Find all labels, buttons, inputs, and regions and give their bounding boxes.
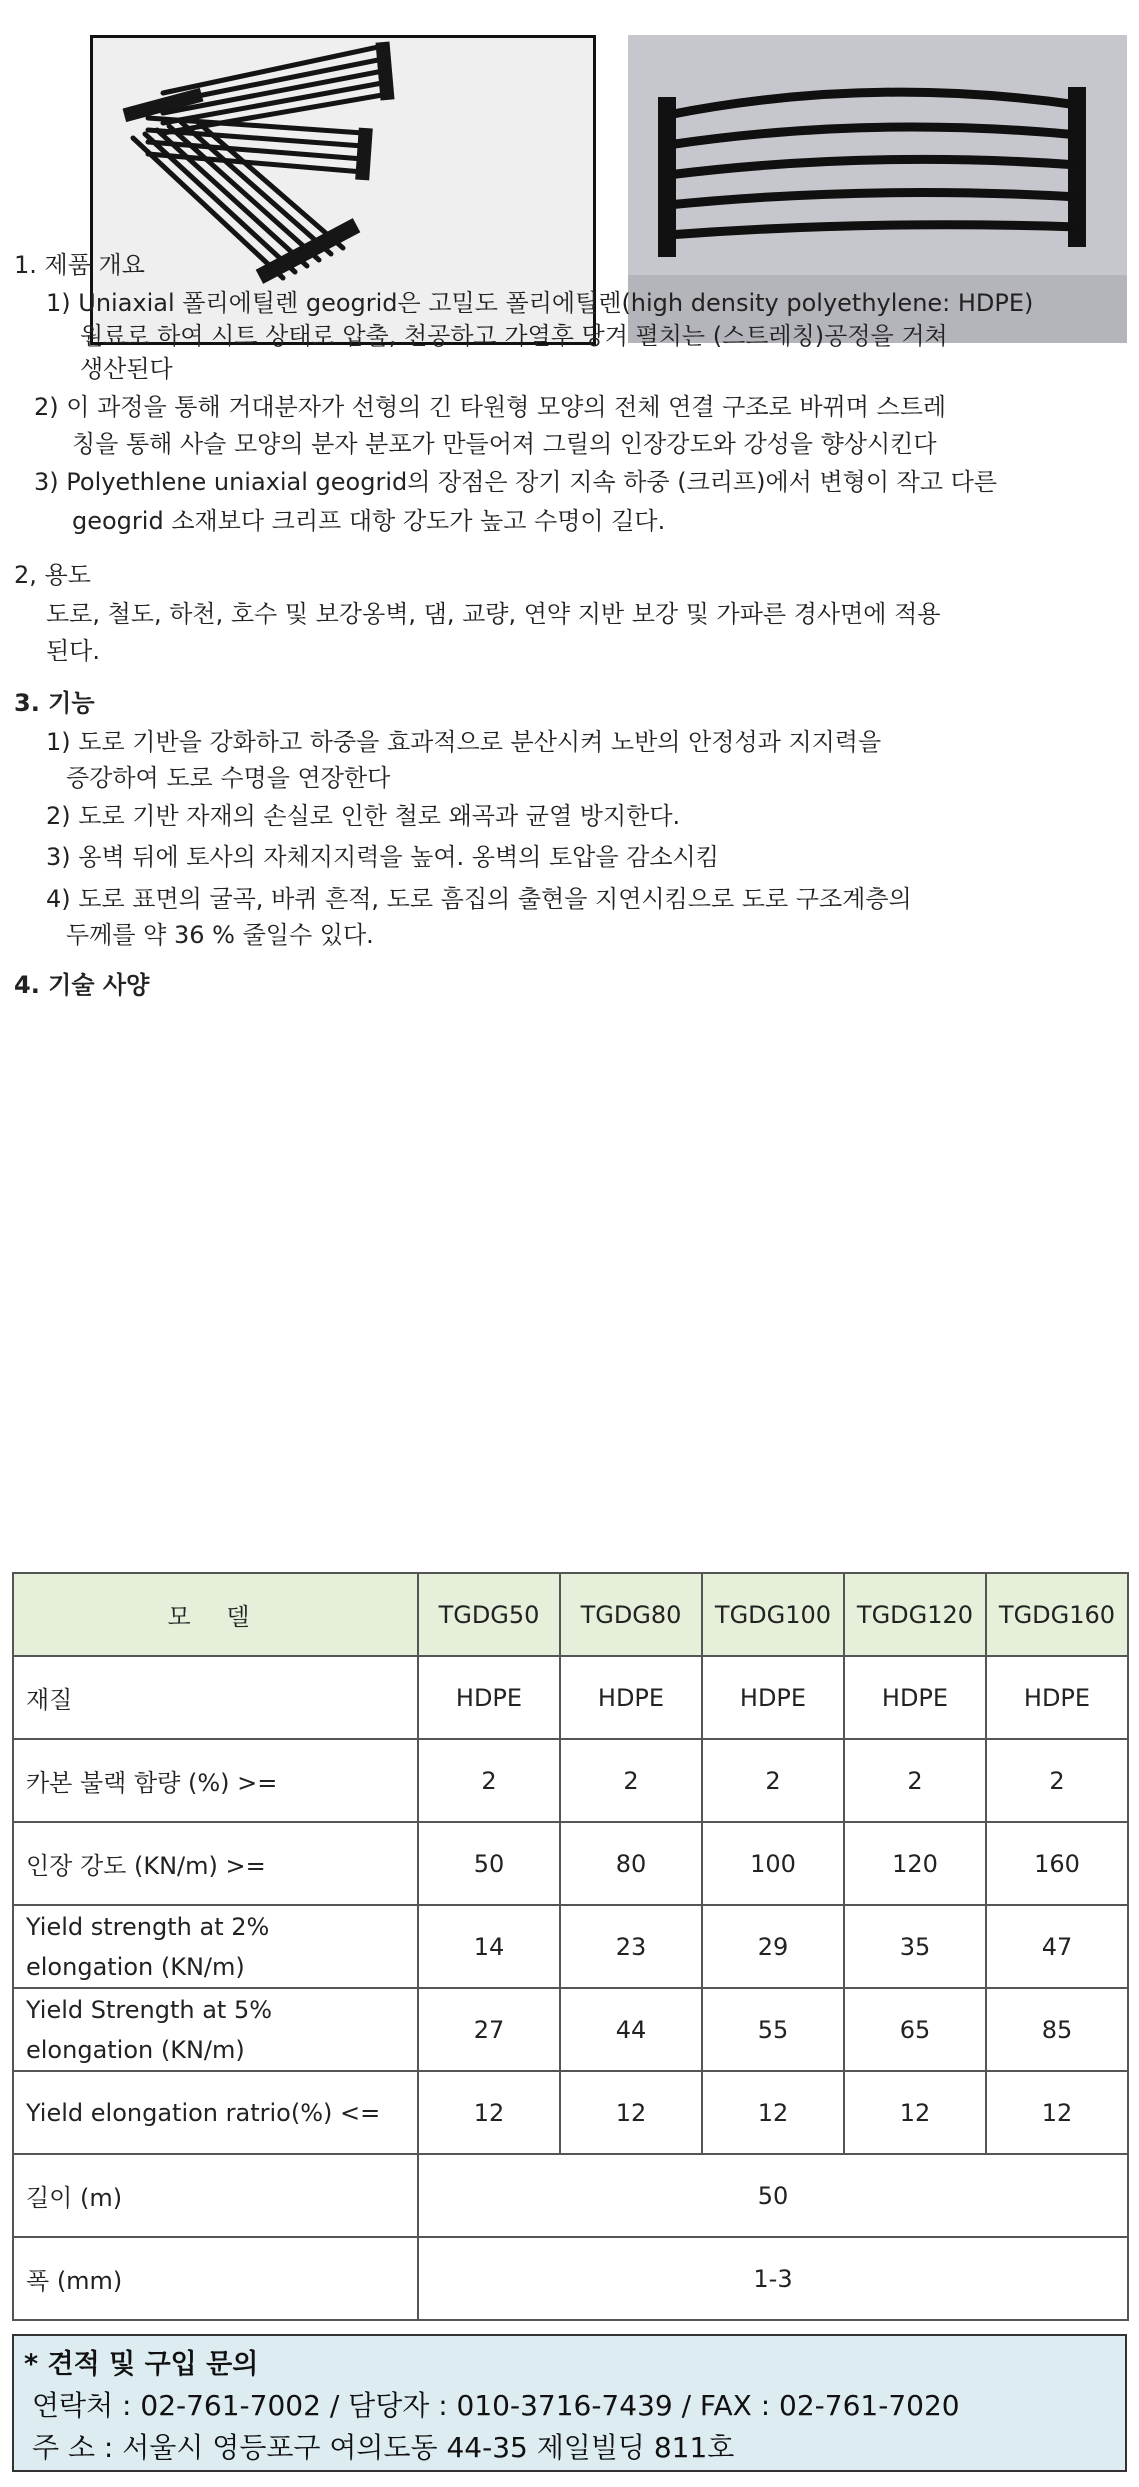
cell-value: 160 xyxy=(986,1822,1128,1905)
spec-row-length xyxy=(13,2154,1128,2237)
cell-value: 12 xyxy=(702,2071,844,2154)
spec-row-yield-elongation xyxy=(13,2071,1128,2154)
spec-row-tensile-strength xyxy=(13,1822,1128,1905)
section1-heading: 1. 제품 개요 xyxy=(14,251,145,279)
section1-item1-line3: 생산된다 xyxy=(80,355,173,383)
cell-value: HDPE xyxy=(986,1656,1128,1739)
row-label: 재질 xyxy=(13,1656,418,1739)
row-label: 인장 강도 (KN/m) >= xyxy=(13,1822,418,1905)
row-label xyxy=(13,1988,418,2071)
section1-item3-line1: 3) Polyethlene uniaxial geogrid의 장점은 장기 지속 하중 (크리프)에서 변형이 작고 다른 xyxy=(34,468,998,496)
row-label-line: Yield strength at 2% xyxy=(26,1912,270,1941)
model-name: TGDG120 xyxy=(844,1573,986,1656)
section1-item1-line1: 1) Uniaxial 폴리에틸렌 geogrid은 고밀도 폴리에틸렌(high density polyethylene: HDPE) xyxy=(46,289,1034,317)
cell-value: 44 xyxy=(560,1988,702,2071)
cell-value: 100 xyxy=(702,1822,844,1905)
spec-row-width xyxy=(13,2237,1128,2320)
row-label-line: elongation (KN/m) xyxy=(26,1952,245,1981)
section1-item3-line2: geogrid 소재보다 크리프 대항 강도가 높고 수명이 길다. xyxy=(72,507,666,535)
cell-value: 2 xyxy=(702,1739,844,1822)
cell-value: 27 xyxy=(418,1988,560,2071)
cell-value: 2 xyxy=(418,1739,560,1822)
row-label-line: elongation (KN/m) xyxy=(26,2035,245,2064)
cell-value: 55 xyxy=(702,1988,844,2071)
section2-heading: 2, 용도 xyxy=(14,561,91,589)
section1-item2-line2: 칭을 통해 사슬 모양의 분자 분포가 만들어져 그릴의 인장강도와 강성을 향상시킨다 xyxy=(72,430,937,458)
cell-value: HDPE xyxy=(418,1656,560,1739)
cell-value: 80 xyxy=(560,1822,702,1905)
section2-body-line1: 도로, 철도, 하천, 호수 및 보강옹벽, 댐, 교량, 연약 지반 보강 및 가파른 경사면에 적용 xyxy=(46,600,941,628)
cell-value: 12 xyxy=(844,2071,986,2154)
section3-item1-line1: 1) 도로 기반을 강화하고 하중을 효과적으로 분산시켜 노반의 안정성과 지지력을 xyxy=(46,728,882,756)
cell-value: 12 xyxy=(560,2071,702,2154)
row-label-line: Yield Strength at 5% xyxy=(26,1995,273,2024)
section3-item4-line2: 두께를 약 36 % 줄일수 있다. xyxy=(66,921,374,949)
cell-value: 29 xyxy=(702,1905,844,1988)
model-name: TGDG80 xyxy=(560,1573,702,1656)
section3-item1-line2: 증강하여 도로 수명을 연장한다 xyxy=(66,764,391,792)
cell-value: HDPE xyxy=(560,1656,702,1739)
cell-value: 65 xyxy=(844,1988,986,2071)
model-header: 모 델 xyxy=(13,1573,418,1656)
cell-value: 50 xyxy=(418,2154,1128,2237)
cell-value: 85 xyxy=(986,1988,1128,2071)
cell-value: 12 xyxy=(418,2071,560,2154)
row-label: 길이 (m) xyxy=(13,2154,418,2237)
cell-value: 2 xyxy=(986,1739,1128,1822)
row-label xyxy=(13,1905,418,1988)
contact-title: * 견적 및 구입 문의 xyxy=(24,2349,259,2380)
section1-item2-line1: 2) 이 과정을 통해 거대분자가 선형의 긴 타원형 모양의 전체 연결 구조로 바뀌며 스트레 xyxy=(34,393,947,421)
spec-table xyxy=(12,1572,1129,2321)
spec-header-row xyxy=(13,1573,1128,1656)
section2-body-line2: 된다. xyxy=(46,637,100,665)
cell-value: HDPE xyxy=(702,1656,844,1739)
section3-heading: 3. 기능 xyxy=(14,689,95,717)
section1-item1-line2: 원료로 하여 시트 상태로 압출, 천공하고 가열후 당겨 펼치는 (스트레칭)공정을 거쳐 xyxy=(80,322,948,350)
cell-value: 35 xyxy=(844,1905,986,1988)
model-name: TGDG50 xyxy=(418,1573,560,1656)
spec-row-yield-2pct xyxy=(13,1905,1128,1988)
row-label: 카본 불랙 함량 (%) >= xyxy=(13,1739,418,1822)
section4-heading: 4. 기술 사양 xyxy=(14,971,150,999)
contact-box xyxy=(12,2334,1127,2472)
spec-row-carbon-black xyxy=(13,1739,1128,1822)
cell-value: 2 xyxy=(560,1739,702,1822)
cell-value: 50 xyxy=(418,1822,560,1905)
contact-phone-line: 연락처 : 02-761-7002 / 담당자 : 010-3716-7439 / FAX : 02-761-7020 xyxy=(32,2389,960,2422)
model-name: TGDG100 xyxy=(702,1573,844,1656)
section3-item4-line1: 4) 도로 표면의 굴곡, 바퀴 흔적, 도로 흠집의 출현을 지연시킴으로 도로 구조계층의 xyxy=(46,885,912,913)
cell-value: 14 xyxy=(418,1905,560,1988)
cell-value: 23 xyxy=(560,1905,702,1988)
contact-address-line: 주 소 : 서울시 영등포구 여의도동 44-35 제일빌딩 811호 xyxy=(32,2431,735,2464)
spec-row-material xyxy=(13,1656,1128,1739)
model-name: TGDG160 xyxy=(986,1573,1128,1656)
cell-value: 120 xyxy=(844,1822,986,1905)
spec-row-yield-5pct xyxy=(13,1988,1128,2071)
cell-value: 12 xyxy=(986,2071,1128,2154)
row-label: 폭 (mm) xyxy=(13,2237,418,2320)
cell-value: HDPE xyxy=(844,1656,986,1739)
cell-value: 2 xyxy=(844,1739,986,1822)
row-label: Yield elongation ratrio(%) <= xyxy=(13,2071,418,2154)
cell-value: 47 xyxy=(986,1905,1128,1988)
cell-value: 1-3 xyxy=(418,2237,1128,2320)
section3-item3: 3) 옹벽 뒤에 토사의 자체지지력을 높여. 옹벽의 토압을 감소시킴 xyxy=(46,843,719,871)
section3-item2: 2) 도로 기반 자재의 손실로 인한 철로 왜곡과 균열 방지한다. xyxy=(46,802,681,830)
